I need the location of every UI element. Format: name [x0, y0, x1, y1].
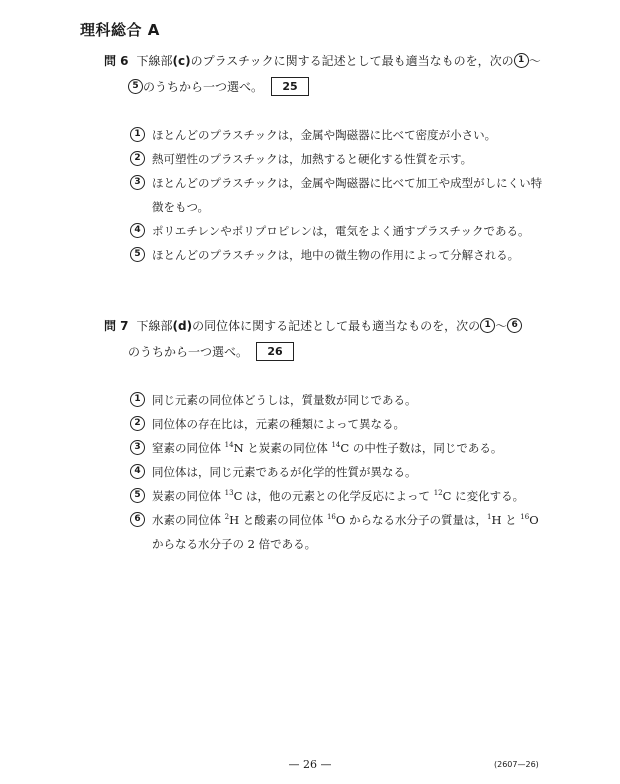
option-number: 1: [130, 392, 145, 407]
option-number: 1: [130, 127, 145, 142]
choice-range-end: 6: [507, 318, 522, 333]
option-number: 3: [130, 440, 145, 455]
option-text: ほとんどのプラスチックは，地中の微生物の作用によって分解される。: [152, 248, 520, 262]
choice-range-end: 5: [128, 79, 143, 94]
option-text: ほとんどのプラスチックは，金属や陶磁器に比べて加工や成型がしにくい特徴をもつ。: [152, 176, 543, 214]
option-item[interactable]: [130, 171, 550, 219]
option-item[interactable]: [130, 460, 550, 484]
underline-ref-d: (d): [172, 319, 193, 333]
choice-range-start: 1: [514, 53, 529, 68]
option-item[interactable]: [130, 243, 550, 267]
option-number: 4: [130, 223, 145, 238]
option-text: ほとんどのプラスチックは，金属や陶磁器に比べて密度が小さい。: [152, 128, 497, 142]
answer-box-26[interactable]: 26: [256, 342, 294, 361]
option-text: 熱可塑性のプラスチックは，加熱すると硬化する性質を示す。: [152, 152, 473, 166]
page-number: — 26 —: [288, 758, 332, 771]
option-item[interactable]: [130, 388, 550, 412]
question-7-options: [130, 388, 550, 556]
option-number: 6: [130, 512, 145, 527]
option-item[interactable]: [130, 484, 550, 508]
option-text: 同じ元素の同位体どうしは，質量数が同じである。: [152, 393, 417, 407]
question-6-number: 問 6: [104, 54, 129, 68]
option-text: 炭素の同位体 $^{13}$C は，他の元素との化学反応によって $^{12}$C に変化する。: [152, 489, 525, 503]
subject-title: 理科総合 A: [80, 21, 160, 39]
option-text: 水素の同位体 $^2$H と酸素の同位体 $^{16}$O からなる水分子の質量は，$^1$H と $^{16}$O からなる水分子の 2 倍である。: [152, 513, 539, 551]
choice-range-start: 1: [480, 318, 495, 333]
option-item[interactable]: [130, 436, 550, 460]
exam-code: (2607—26): [494, 760, 539, 769]
question-6-options: [130, 123, 550, 267]
option-item[interactable]: [130, 412, 550, 436]
option-item[interactable]: [130, 219, 550, 243]
option-number: 4: [130, 464, 145, 479]
option-text: 同位体は，同じ元素であるが化学的性質が異なる。: [152, 465, 417, 479]
option-text: 同位体の存在比は，元素の種類によって異なる。: [152, 417, 405, 431]
option-number: 2: [130, 151, 145, 166]
option-item[interactable]: [130, 147, 550, 171]
option-number: 5: [130, 247, 145, 262]
underline-ref-c: (c): [172, 54, 191, 68]
option-number: 3: [130, 175, 145, 190]
option-text: 窒素の同位体 $^{14}$N と炭素の同位体 $^{14}$C の中性子数は，同じである。: [152, 441, 503, 455]
option-item[interactable]: [130, 508, 550, 556]
option-text: ポリエチレンやポリプロピレンは，電気をよく通すプラスチックである。: [152, 224, 530, 238]
question-7-number: 問 7: [104, 319, 129, 333]
answer-box-25[interactable]: 25: [271, 77, 309, 96]
option-number: 5: [130, 488, 145, 503]
question-6-prompt: 問 6 下線部(c)のプラスチックに関する記述として最も適当なものを，次の 1 〜 5 のうちから一つ選べ。 25: [104, 54, 541, 94]
option-number: 2: [130, 416, 145, 431]
question-7-prompt: 問 7 下線部(d)の同位体に関する記述として最も適当なものを，次の 1 〜 6 のうちから一つ選べ。 26: [104, 313, 544, 365]
option-item[interactable]: [130, 123, 550, 147]
